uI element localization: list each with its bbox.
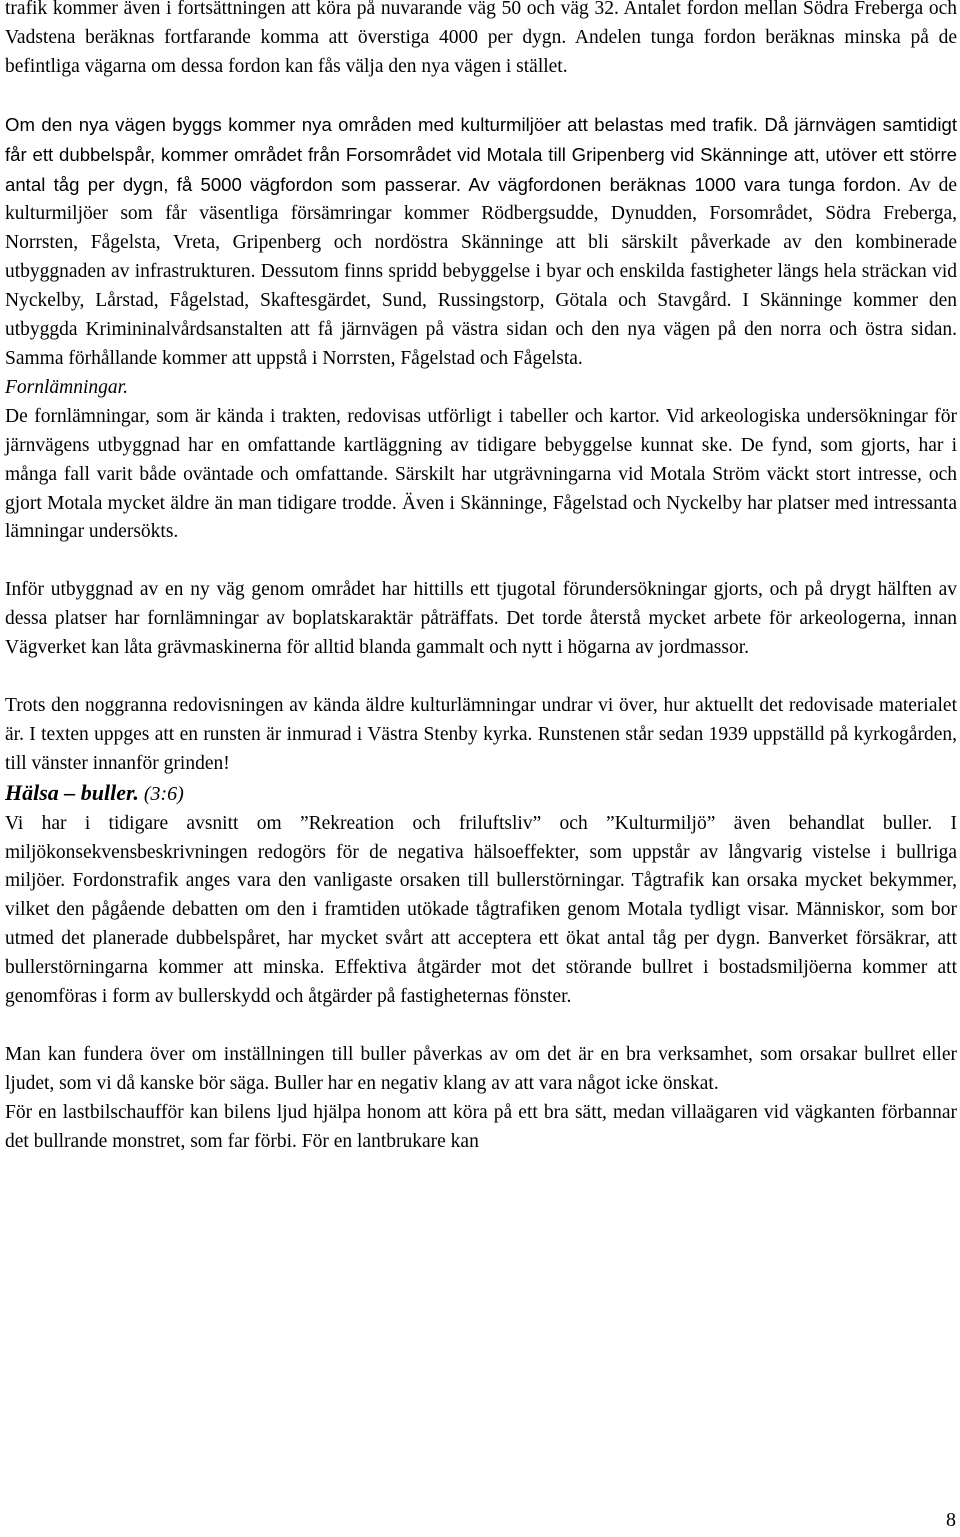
paragraph-preliminary-surveys: Inför utbyggnad av en ny väg genom området har hittills ett tjugotal förundersökningar gjorts, och på drygt hälften av dessa platser har fornlämningar av boplatskaraktär påträffats. Det torde återstå mycket arbete för arkeologerna, innan Vägverket kan låta grävmaskinerna för alltid blanda gammalt och nytt i högarna av jordmassor. — [5, 579, 957, 659]
heading-ancient-remains: Fornlämningar. — [5, 376, 128, 398]
page-number: 8 — [946, 1509, 956, 1531]
health-noise-reference: (3:6) — [138, 782, 184, 805]
health-noise-title: Hälsa – buller. — [5, 779, 139, 805]
paragraph-runestone: Trots den noggranna redovisningen av kända äldre kulturlämningar undrar vi över, hur aktuellt det redovisade materialet är. I texten uppges att en runsten är inmurad i Västra Stenby kyrka. Runstenen står sedan 1939 uppställd på kyrkogården, till vänster innanför grinden! — [5, 695, 957, 774]
paragraph-ancient-remains: De fornlämningar, som är kända i trakten, redovisas utförligt i tabeller och kartor. Vid arkeologiska undersökningar för järnvägens utbyggnad har en omfattande kartläggning av tidigare bebyggelse kunnat ske. De fynd, som gjorts, har i många fall varit både oväntade och omfattande. Särskilt har utgrävningarna vid Motala Ström väckt stort intresse, och gjort Motala mycket äldre än man tidigare trodde. Även i Skänninge, Fågelstad och Nyckelby har platser med intressanta lämningar undersökts. — [5, 405, 957, 543]
paragraph-truck-driver: För en lastbilschaufför kan bilens ljud hjälpa honom att köra på ett bra sätt, medan villaägaren vid vägkanten förbannar det bullrande monstret, som far förbi. För en lantbrukare kan — [5, 1101, 957, 1152]
heading-health-noise — [5, 779, 957, 810]
cultural-environments-sans-text: Om den nya vägen byggs kommer nya områden med kulturmiljöer att belastas med trafik. Då järnvägen samtidigt får ett dubbelspår, kommer området från Forsområdet vid Motala till Gripenberg vid Skänninge att, utöver ett större antal tåg per dygn, få 5000 vägfordon som passerar. Av vägfordonen beräknas 1000 vara tunga fordon. — [5, 113, 957, 195]
paragraph-health-noise: Vi har i tidigare avsnitt om ”Rekreation och friluftsliv” och ”Kulturmiljö” även behandlat buller. I miljökonsekvensbeskrivningen redogörs för de negativa hälsoeffekter, som uppstår av långvarig vistelse i bullriga miljöer. Fordonstrafik anges vara den vanligaste orsaken till bullerstörningar. Tågtrafik kan orsaka mycket bekymmer, vilket den pågående debatten om den i framtiden utökade tågtrafiken genom Motala tydligt visar. Människor, som bor utmed det planerade dubbelspåret, har mycket svårt att acceptera ett ökat antal tåg per dygn. Banverket försäkrar, att bullerstörningarna kommer att minska. Effektiva åtgärder mot det störande bullret i bostadsmiljöerna kommer att genomföras i form av bullerskydd och åtgärder på fastigheternas fönster. — [5, 812, 957, 1008]
cultural-environments-serif-text: Av de kulturmiljöer som får väsentliga försämringar kommer Rödbergsudde, Dynudden, Forsområdet, Södra Freberga, Norrsten, Fågelsta, Vreta, Gripenberg och nordöstra Skänninge att bli särskilt påverkade av den kombinerade utbyggnaden av infrastrukturen. Dessutom finns spridd bebyggelse i byar och enskilda fastigheter längs hela sträckan vid Nyckelby, Lårstad, Fågelstad, Skaftesgärdet, Sund, Russingstorp, Götala och Stavgård. I Skänninge kommer den utbyggda Krimininalvårdsanstalten att få järnvägen på västra sidan och den nya vägen på den norra och östra sidan. Samma förhållande kommer att uppstå i Norrsten, Fågelstad och Fågelsta. — [5, 174, 958, 369]
paragraph-cultural-environments — [5, 111, 957, 374]
paragraph-noise-attitude: Man kan fundera över om inställningen till buller påverkas av om det är en bra verksamhet, som orsakar bullret eller ljudet, som vi då kanske bör säga. Buller har en negativ klang av att vara något icke önskat. — [5, 1044, 957, 1094]
paragraph-traffic-continuation: trafik kommer även i fortsättningen att köra på nuvarande väg 50 och väg 32. Antalet fordon mellan Södra Freberga och Vadstena beräknas fortfarande komma att överstiga 4000 per dygn. Andelen tunga fordon beräknas minska på de befintliga vägarna om dessa fordon kan fås välja den nya vägen i stället. — [5, 0, 957, 77]
